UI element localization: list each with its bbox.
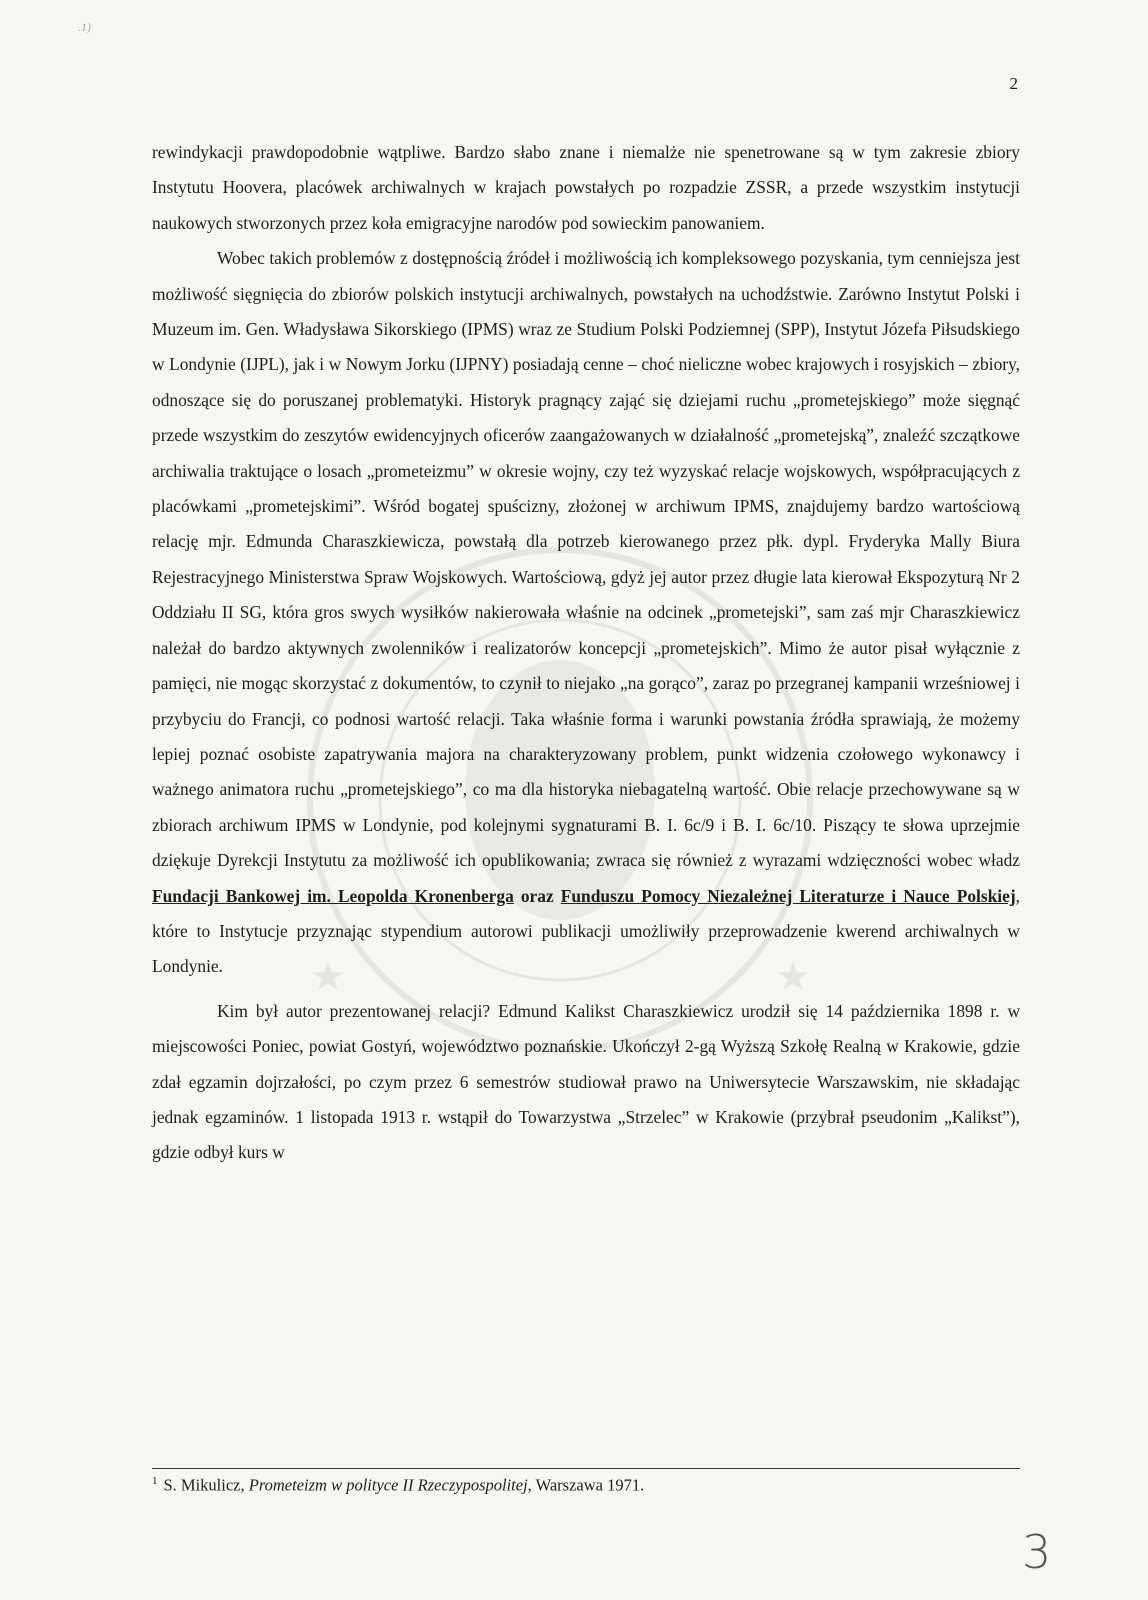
- footnote-rest: , Warszawa 1971.: [527, 1475, 645, 1495]
- footnote-author: S. Mikulicz,: [163, 1475, 249, 1495]
- handwritten-page-mark: 3: [1022, 1525, 1052, 1579]
- paragraph: [152, 994, 1020, 1171]
- paragraph: [152, 241, 1020, 985]
- svg-text:★: ★: [310, 954, 346, 1000]
- fund-name: Funduszu Pomocy Niezależnej Literaturze i Nauce Polskiej: [560, 885, 1016, 906]
- paragraph: [152, 135, 1020, 241]
- paragraph-text: rewindykacji prawdopodobnie wątpliwe. Bardzo słabo znane i niemalże nie spenetrowane są w tym zakresie zbiory Instytutu Hoovera, placówek archiwalnych w krajach powstałych po rozpadzie ZSSR, a przede wszystkim instytucji naukowych stworzonych przez koła emigracyjne narodów pod sowieckim panowaniem.: [152, 142, 1020, 233]
- page-number: 2: [1009, 74, 1018, 93]
- footnote: [152, 1475, 1020, 1496]
- footnote-marker: 1: [152, 1475, 158, 1487]
- body-text: [152, 135, 1020, 1171]
- paragraph-text: Kim był autor prezentowanej relacji? Edmund Kalikst Charaszkiewicz urodził się 14 października 1898 r. w miejscowości Poniec, powiat Gostyń, województwo poznańskie. Ukończył 2-gą Wyższą Szkołę Realną w Krakowie, gdzie zdał egzamin dojrzałości, po czym przez 6 semestrów studiował prawo na Uniwersytecie Warszawskim, nie składając jednak egzaminów. 1 listopada 1913 r. wstąpił do Towarzystwa „Strzelec” w Krakowie (przybrał pseudonim „Kalikst”), gdzie odbył kurs w: [152, 1000, 1020, 1163]
- foundation-name: Fundacji Bankowej im. Leopolda Kronenberga: [152, 885, 514, 906]
- svg-text:★: ★: [775, 954, 811, 1000]
- conjunction-bold: oraz: [513, 885, 561, 906]
- margin-scribble: .1): [78, 20, 91, 34]
- footnote-divider: [152, 1468, 1020, 1469]
- paragraph-text: , które to Instytucje przyznając stypendium autorowi publikacji umożliwiły przeprowadzenie kwerend archiwalnych w Londynie.: [152, 885, 1020, 977]
- footnote-title: Prometeizm w polityce II Rzeczypospolitej: [248, 1475, 528, 1495]
- paragraph-text: Wobec takich problemów z dostępnością źródeł i możliwością ich kompleksowego pozyskania, tym cenniejsza jest możliwość sięgnięcia do zbiorów polskich instytucji archiwalnych, powstałych na uchodźstwie. Zarówno Instytut Polski i Muzeum im. Gen. Władysława Sikorskiego (IPMS) wraz ze Studium Polski Podziemnej (SPP), Instytut Józefa Piłsudskiego w Londynie (IJPL), jak i w Nowym Jorku (IJPNY) posiadają cenne – choć nieliczne wobec krajowych i rosyjskich – zbiory, odnoszące się do poruszanej problematyki. Historyk pragnący zająć się dziejami ruchu „prometejskiego” może sięgnąć przede wszystkim do zeszytów ewidencyjnych oficerów zaangażowanych w działalność „prometejską”, znaleźć szczątkowe archiwalia traktujące o losach „prometeizmu” w okresie wojny, czy też wyzyskać relacje wojskowych, współpracujących z placówkami „prometejskimi”. Wśród bogatej spuścizny, złożonej w archiwum IPMS, znajdujemy bardzo wartościową relację mjr. Edmunda Charaszkiewicza, powstałą dla potrzeb kierowanego przez płk. dypl. Fryderyka Mally Biura Rejestracyjnego Ministerstwa Spraw Wojskowych. Wartościową, gdyż jej autor przez długie lata kierował Ekspozyturą Nr 2 Oddziału II SG, która gros swych wysiłków nakierowała właśnie na odcinek „prometejski”, sam zaś mjr Charaszkiewicz należał do bardzo aktywnych zwolenników i realizatorów koncepcji „prometejskich”. Mimo że autor pisał wyłącznie z pamięci, nie mogąc skorzystać z dokumentów, to czynił to niejako „na gorąco”, zaraz po przegranej kampanii wrześniowej i przybyciu do Francji, co podnosi wartość relacji. Taka właśnie forma i warunki powstania źródła sprawiają, że możemy lepiej poznać osobiste zapatrywania majora na charakteryzowany problem, punkt widzenia czołowego wykonawcy i ważnego animatora ruchu „prometejskiego”, co ma dla historyka niebagatelną wartość. Obie relacje przechowywane są w zbiorach archiwum IPMS w Londynie, pod kolejnymi sygnaturami B. I. 6c/9 i B. I. 6c/10. Piszący te słowa uprzejmie dziękuje Dyrekcji Instytutu za możliwość ich opublikowania; zwraca się również z wyrazami wdzięczności wobec władz: [152, 248, 1020, 871]
